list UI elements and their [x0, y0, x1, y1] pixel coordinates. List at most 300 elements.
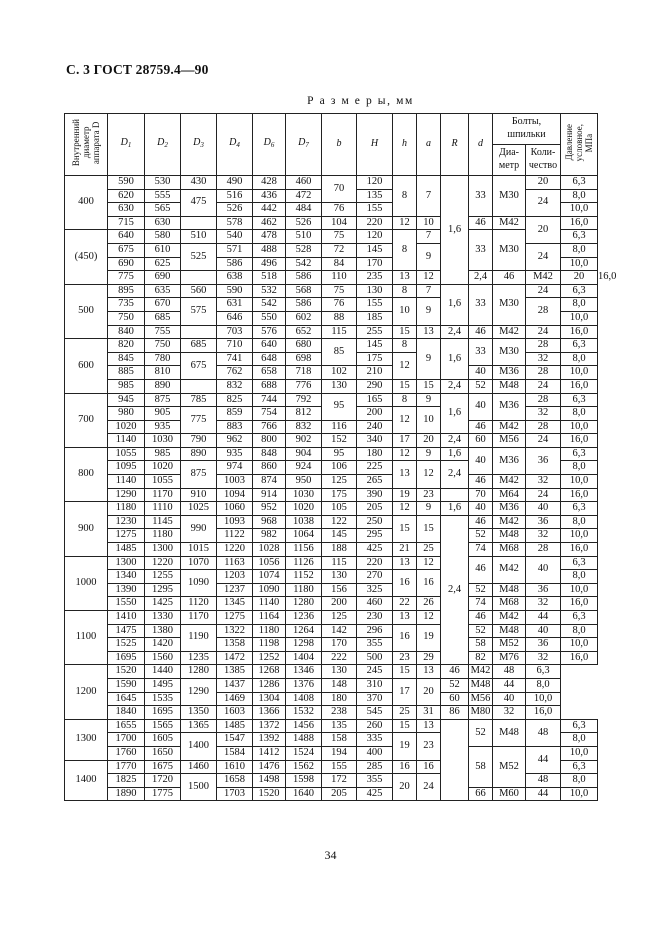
table-cell: 52 [469, 624, 493, 638]
table-cell: 1603 [217, 706, 253, 720]
table-cell: 496 [253, 257, 286, 271]
table-cell: M42 [493, 611, 526, 625]
table-cell: 8,0 [561, 461, 598, 475]
table-cell: M30 [493, 339, 526, 366]
table-cell: 1695 [145, 706, 181, 720]
table-cell: 40 [526, 556, 561, 583]
table-cell: 16,0 [561, 651, 598, 665]
table-cell: 158 [322, 733, 357, 747]
table-cell: 1268 [253, 665, 286, 679]
header-b: b [322, 114, 357, 176]
table-cell: 1390 [108, 583, 145, 597]
table-cell: 648 [253, 352, 286, 366]
table-cell: 638 [217, 271, 253, 285]
cell-diameter: 1000 [65, 556, 108, 610]
table-cell: 170 [357, 257, 393, 271]
table-cell: 88 [322, 311, 357, 325]
table-row [65, 543, 598, 557]
table-cell: M76 [493, 651, 526, 665]
table-cell: 631 [217, 298, 253, 312]
table-cell: 12 [393, 502, 417, 516]
table-cell: 13 [393, 461, 417, 488]
table-cell: 74 [469, 543, 493, 557]
table-cell: 52 [469, 719, 493, 746]
table-cell: 15 [393, 515, 417, 542]
table-cell: 1074 [253, 570, 286, 584]
table-cell: 775 [108, 271, 145, 285]
table-cell: 1645 [108, 692, 145, 706]
table-cell: 52 [469, 529, 493, 543]
table-cell: 690 [145, 271, 181, 285]
table-cell: 6,3 [561, 502, 598, 516]
table-cell: 750 [108, 311, 145, 325]
table-cell: 82 [469, 651, 493, 665]
table-cell: 910 [181, 488, 217, 502]
table-cell: 40 [526, 502, 561, 516]
table-cell: 32 [526, 529, 561, 543]
table-cell: 510 [286, 230, 322, 244]
table-cell: 116 [322, 420, 357, 434]
table-cell: 17 [393, 434, 417, 448]
table-cell: 1700 [108, 733, 145, 747]
table-cell: 1,6 [441, 393, 469, 434]
table-cell: 24 [526, 379, 561, 393]
table-cell: 235 [357, 271, 393, 285]
table-cell: 8,0 [561, 407, 598, 421]
table-cell: 890 [145, 379, 181, 393]
header-d4: $D_4$ [217, 114, 253, 176]
table-cell: 19 [417, 624, 441, 651]
table-cell: 1770 [108, 760, 145, 774]
table-cell: 1180 [108, 502, 145, 516]
table-cell: M48 [493, 529, 526, 543]
table-cell: 15 [393, 665, 417, 679]
table-cell: 578 [217, 216, 253, 230]
document-title: С. 3 ГОСТ 28759.4—90 [66, 62, 209, 77]
table-cell: 194 [322, 746, 357, 760]
table-cell: M42 [493, 515, 526, 529]
table-cell: 13 [417, 719, 441, 733]
table-cell: 6,3 [561, 339, 598, 353]
table-cell: M64 [493, 488, 526, 502]
header-h-upper: H [357, 114, 393, 176]
table-cell: 58 [469, 638, 493, 652]
cell-diameter: 700 [65, 393, 108, 447]
table-row [65, 787, 598, 801]
table-cell: 270 [357, 570, 393, 584]
table-cell: 8 [393, 176, 417, 217]
table-cell: 102 [322, 366, 357, 380]
table-cell: 16,0 [561, 488, 598, 502]
table-cell: 1,6 [441, 284, 469, 325]
table-row [65, 665, 598, 679]
table-cell: 135 [357, 189, 393, 203]
table-cell: 1094 [217, 488, 253, 502]
table-cell: 1140 [108, 475, 145, 489]
table-cell: 1236 [286, 611, 322, 625]
table-cell: 530 [145, 176, 181, 190]
table-cell: 680 [286, 339, 322, 353]
table-cell: 325 [357, 583, 393, 597]
table-cell: 1,6 [441, 339, 469, 380]
table-cell: M42 [493, 325, 526, 339]
table-cell: 200 [322, 597, 357, 611]
table-cell: 550 [253, 311, 286, 325]
cell-diameter: 500 [65, 284, 108, 338]
table-cell: M36 [493, 447, 526, 474]
table-row [65, 475, 598, 489]
table-cell: 1300 [145, 543, 181, 557]
table-cell: 1720 [145, 774, 181, 788]
table-cell: 220 [357, 556, 393, 570]
header-bolt-diameter: Диа- метр [493, 145, 526, 176]
table-cell: 1,6 [441, 176, 469, 285]
table-cell: 31 [417, 706, 441, 720]
table-cell: 754 [253, 407, 286, 421]
table-cell: 21 [393, 543, 417, 557]
table-cell: 1025 [181, 502, 217, 516]
table-cell: 28 [526, 420, 561, 434]
table-cell: 40 [469, 393, 493, 420]
table-cell: 155 [357, 203, 393, 217]
table-cell: 510 [181, 230, 217, 244]
header-r: R [441, 114, 469, 176]
table-cell: 6,3 [561, 760, 598, 774]
table-row [65, 638, 598, 652]
table-cell: 610 [145, 243, 181, 257]
table-cell: 12 [393, 216, 417, 230]
table-cell: 222 [322, 651, 357, 665]
table-cell: 24 [417, 774, 441, 801]
table-cell [181, 325, 217, 339]
table-cell: 516 [217, 189, 253, 203]
table-cell: 780 [145, 352, 181, 366]
table-cell: 13 [417, 665, 441, 679]
table-cell: 390 [357, 488, 393, 502]
table-cell: 670 [145, 298, 181, 312]
table-cell: 1420 [145, 638, 181, 652]
table-cell: 532 [253, 284, 286, 298]
table-cell: 1440 [145, 665, 181, 679]
table-cell: 32 [526, 352, 561, 366]
table-cell: 40 [469, 502, 493, 516]
table-cell: 1020 [145, 461, 181, 475]
table-row [65, 746, 598, 760]
table-cell: 744 [253, 393, 286, 407]
table-cell: 106 [322, 461, 357, 475]
table-cell: 1030 [145, 434, 181, 448]
table-cell: M68 [493, 543, 526, 557]
table-cell: 895 [108, 284, 145, 298]
table-cell: 8 [393, 284, 417, 298]
table-cell: 250 [357, 515, 393, 529]
table-cell: 832 [217, 379, 253, 393]
table-row [65, 529, 598, 543]
table-row [65, 502, 598, 516]
table-cell: 145 [357, 243, 393, 257]
table-row [65, 325, 598, 339]
table-cell: 46 [469, 556, 493, 583]
table-cell: 265 [357, 475, 393, 489]
table-cell: 1495 [145, 678, 181, 692]
table-cell: 1350 [181, 706, 217, 720]
table-row [65, 515, 598, 529]
table-cell: M48 [493, 379, 526, 393]
table-cell: 630 [108, 203, 145, 217]
table-cell: 36 [526, 515, 561, 529]
table-cell: 1385 [217, 665, 253, 679]
table-cell: 1520 [253, 787, 286, 801]
table-cell: 1156 [286, 543, 322, 557]
table-cell: 1340 [108, 570, 145, 584]
table-cell: 8,0 [561, 624, 598, 638]
table-cell: 475 [181, 189, 217, 216]
table-cell: 86 [441, 706, 469, 720]
table-cell: 40 [526, 624, 561, 638]
header-h-lower: h [393, 114, 417, 176]
table-cell: 762 [217, 366, 253, 380]
table-cell: 1775 [145, 787, 181, 801]
table-cell: 20 [417, 678, 441, 705]
table-cell: 52 [469, 379, 493, 393]
table-cell: 20 [393, 774, 417, 801]
header-inner-diameter: Внутренний диаметр аппарата D [65, 114, 108, 176]
table-cell: 44 [526, 746, 561, 773]
table-cell: M48 [493, 719, 526, 746]
table-cell: 425 [357, 543, 393, 557]
table-cell: 528 [286, 243, 322, 257]
table-row [65, 216, 598, 230]
table-cell: 10,0 [561, 203, 598, 217]
table-cell: 1064 [286, 529, 322, 543]
table-cell: 540 [217, 230, 253, 244]
table-cell: 60 [441, 692, 469, 706]
table-cell: 76 [322, 298, 357, 312]
table-cell: 310 [357, 678, 393, 692]
table-cell: M36 [493, 393, 526, 420]
table-cell: 555 [145, 189, 181, 203]
table-row [65, 393, 598, 407]
table-cell: M36 [493, 366, 526, 380]
table-cell: 7 [417, 176, 441, 217]
table-cell: 16,0 [561, 379, 598, 393]
table-cell: 1290 [181, 678, 217, 705]
table-cell: 1252 [253, 651, 286, 665]
table-row [65, 556, 598, 570]
table-cell: 914 [253, 488, 286, 502]
table-cell: 46 [493, 271, 526, 285]
table-cell: 545 [357, 706, 393, 720]
table-cell: 9 [417, 243, 441, 270]
table-cell: 1525 [108, 638, 145, 652]
table-cell: 9 [417, 298, 441, 325]
table-cell: 525 [181, 243, 217, 270]
table-cell: 6,3 [561, 719, 598, 733]
table-cell: 40 [493, 692, 526, 706]
table-cell: 1760 [108, 746, 145, 760]
table-cell: 1488 [286, 733, 322, 747]
cell-diameter: 900 [65, 502, 108, 556]
table-cell: 1255 [145, 570, 181, 584]
table-row [65, 284, 598, 298]
table-cell: 52 [441, 678, 469, 692]
table-row [65, 230, 598, 244]
table-cell: 19 [393, 733, 417, 760]
table-row: 775 690 638 518 586 110 235 13 12 2,4 46 M42 20 16,0 [65, 271, 598, 285]
table-cell: 105 [322, 502, 357, 516]
table-cell: 6,3 [561, 611, 598, 625]
table-cell: 10,0 [561, 366, 598, 380]
table-cell: 16 [417, 570, 441, 597]
table-cell: 800 [253, 434, 286, 448]
table-cell: 155 [357, 298, 393, 312]
table-cell: 8,0 [561, 515, 598, 529]
table-cell: 590 [108, 176, 145, 190]
cell-diameter: 1300 [65, 719, 108, 760]
table-cell: 1890 [108, 787, 145, 801]
table-cell: 1703 [217, 787, 253, 801]
table-cell: 130 [357, 284, 393, 298]
table-cell: 28 [526, 298, 561, 325]
table-cell: 75 [322, 230, 357, 244]
table-cell: 16,0 [526, 706, 561, 720]
table-cell: 58 [469, 746, 493, 787]
table-cell: 690 [108, 257, 145, 271]
table-cell: 985 [145, 447, 181, 461]
table-cell: 22 [393, 597, 417, 611]
table-cell: 685 [145, 311, 181, 325]
table-cell: 902 [286, 434, 322, 448]
table-cell: 48 [526, 774, 561, 788]
table-cell: 1392 [253, 733, 286, 747]
table-cell: 500 [357, 651, 393, 665]
table-cell: 1280 [181, 665, 217, 679]
table-cell: 1090 [253, 583, 286, 597]
table-cell: 205 [357, 502, 393, 516]
table-cell: 8,0 [561, 298, 598, 312]
table-cell: 950 [286, 475, 322, 489]
table-cell: 1562 [286, 760, 322, 774]
table-cell: 1180 [145, 529, 181, 543]
table-cell: 12 [393, 447, 417, 461]
table-cell: 1322 [217, 624, 253, 638]
table-cell: 285 [357, 760, 393, 774]
table-row [65, 488, 598, 502]
table-cell: 1524 [286, 746, 322, 760]
table-cell: 16,0 [561, 597, 598, 611]
table-cell: M60 [493, 787, 526, 801]
table-cell: 718 [286, 366, 322, 380]
table-cell: 85 [322, 339, 357, 366]
table-cell: 1237 [217, 583, 253, 597]
table-cell: 1170 [145, 488, 181, 502]
table-cell: 16 [393, 624, 417, 651]
table-cell: 526 [217, 203, 253, 217]
table-cell: 1650 [145, 746, 181, 760]
table-cell: 875 [181, 461, 217, 488]
table-cell: 1437 [217, 678, 253, 692]
table-cell: 10 [417, 216, 441, 230]
table-cell: 1,6 [441, 502, 469, 516]
table-row [65, 447, 598, 461]
table-cell: 23 [393, 651, 417, 665]
table-cell: 490 [217, 176, 253, 190]
table-cell: 170 [322, 638, 357, 652]
table-cell: 70 [469, 488, 493, 502]
table-cell: 10,0 [561, 638, 598, 652]
table-cell: 1126 [286, 556, 322, 570]
table-cell: 1400 [181, 733, 217, 760]
table-cell: 462 [253, 216, 286, 230]
table-cell: 2,4 [441, 434, 469, 448]
table-cell: 658 [253, 366, 286, 380]
table-cell: 766 [253, 420, 286, 434]
table-cell: 122 [322, 515, 357, 529]
table-cell: 185 [357, 311, 393, 325]
table-cell: 1358 [217, 638, 253, 652]
table-cell: 400 [357, 746, 393, 760]
table-cell: 874 [253, 475, 286, 489]
table-cell: 586 [217, 257, 253, 271]
table-cell: 1120 [181, 597, 217, 611]
table-cell: 72 [322, 243, 357, 257]
table-cell: 13 [393, 556, 417, 570]
table-cell: 16 [393, 570, 417, 597]
table-cell: 125 [322, 475, 357, 489]
table-cell: 1190 [181, 624, 217, 651]
table-cell: 1456 [286, 719, 322, 733]
table-cell: 46 [469, 475, 493, 489]
table-cell: 710 [217, 339, 253, 353]
table-cell: 1145 [145, 515, 181, 529]
table-cell: 16 [417, 760, 441, 774]
table-cell: 1220 [145, 556, 181, 570]
table-cell: 1330 [145, 611, 181, 625]
table-cell: 210 [357, 366, 393, 380]
table-cell: 13 [417, 325, 441, 339]
table-cell: 1372 [253, 719, 286, 733]
table-cell: 962 [217, 434, 253, 448]
table-cell: 1610 [217, 760, 253, 774]
header-d: d [469, 114, 493, 176]
table-cell: 982 [253, 529, 286, 543]
table-cell: 8,0 [561, 243, 598, 257]
table-cell: 15 [393, 379, 417, 393]
table-cell: 7 [417, 284, 441, 298]
table-cell: 1584 [217, 746, 253, 760]
table-cell: 2,4 [441, 515, 469, 665]
table-cell: 115 [322, 325, 357, 339]
table-cell: 13 [393, 271, 417, 285]
table-cell: 571 [217, 243, 253, 257]
table-cell: 6,3 [561, 230, 598, 244]
table-cell: 518 [253, 271, 286, 285]
table-row [65, 583, 598, 597]
table-cell: 33 [469, 176, 493, 217]
table-cell: 1090 [181, 570, 217, 597]
table-cell: 688 [253, 379, 286, 393]
table-cell: 430 [181, 176, 217, 190]
table-cell: 1235 [181, 651, 217, 665]
table-cell: 625 [145, 257, 181, 271]
table-cell: 46 [469, 325, 493, 339]
table-cell: 945 [108, 393, 145, 407]
table-row [65, 434, 598, 448]
table-cell: 1070 [181, 556, 217, 570]
table-cell: 46 [469, 611, 493, 625]
table-cell: 1220 [217, 543, 253, 557]
table-cell: 1640 [286, 787, 322, 801]
